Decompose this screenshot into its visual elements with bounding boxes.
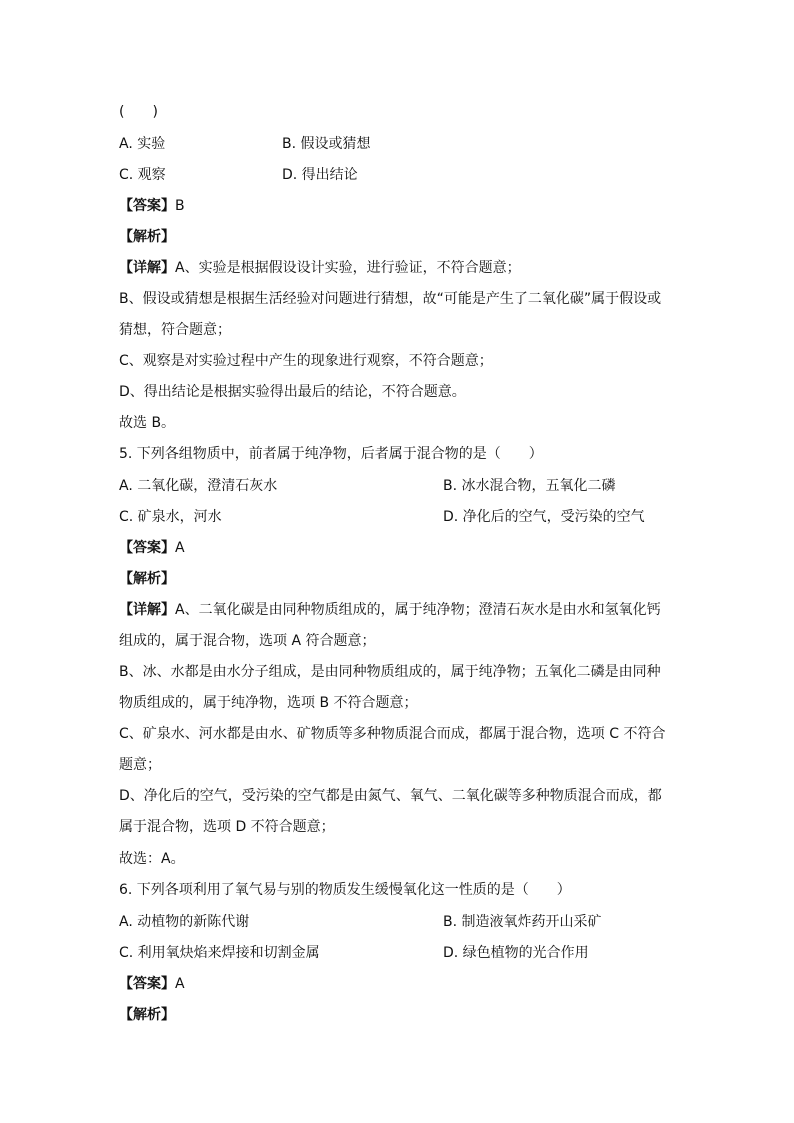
q4-answer <box>119 196 185 216</box>
q6-analysis-label: 【解析】 <box>119 1007 175 1023</box>
q5-analysis-label: 【解析】 <box>119 571 175 587</box>
q6-stem: 6. 下列各项利用了氧气易与别的物质发生缓慢氧化这一性质的是（ ） <box>119 882 571 898</box>
answer-value: A <box>175 540 185 556</box>
q5-detail-line-4: 物质组成的，属于纯净物，选项 B 不符合题意； <box>119 695 418 711</box>
q5-answer <box>119 538 185 558</box>
q5-detail-line-6: 题意； <box>119 757 161 773</box>
q5-option-d: D. 净化后的空气，受污染的空气 <box>443 509 645 525</box>
q4-choose: 故选 B。 <box>119 415 176 431</box>
detail-text: A、实验是根据假设设计实验，进行验证，不符合题意； <box>175 260 521 276</box>
q4-detail-line-5: D、得出结论是根据实验得出最后的结论，不符合题意。 <box>119 384 466 400</box>
q6-option-d: D. 绿色植物的光合作用 <box>443 945 589 961</box>
answer-label: 【答案】 <box>119 198 175 214</box>
q5-detail-line-7: D、净化后的空气，受污染的空气都是由氮气、氧气、二氧化碳等多种物质混合而成，都 <box>119 788 662 804</box>
q5-option-b: B. 冰水混合物，五氧化二磷 <box>443 478 616 494</box>
detail-label: 【详解】 <box>119 260 175 276</box>
q5-detail-line-5: C、矿泉水、河水都是由水、矿物质等多种物质混合而成，都属于混合物，选项 C 不符合 <box>119 726 666 742</box>
q6-option-b: B. 制造液氧炸药开山采矿 <box>443 914 602 930</box>
answer-value: A <box>175 976 185 992</box>
answer-label: 【答案】 <box>119 540 175 556</box>
q5-detail-line-8: 属于混合物，选项 D 不符合题意； <box>119 819 335 835</box>
q5-option-c: C. 矿泉水，河水 <box>119 509 222 525</box>
q5-option-a: A. 二氧化碳，澄清石灰水 <box>119 478 278 494</box>
detail-label: 【详解】 <box>119 602 175 618</box>
q4-detail-line-2: B、假设或猜想是根据生活经验对问题进行猜想，故“可能是产生了二氧化碳”属于假设或 <box>119 291 662 307</box>
q6-answer <box>119 974 185 994</box>
q4-option-a: A. 实验 <box>119 136 166 152</box>
q4-option-c: C. 观察 <box>119 167 166 183</box>
detail-text: A、二氧化碳是由同种物质组成的，属于纯净物；澄清石灰水是由水和氢氧化钙 <box>175 602 661 618</box>
q4-paren: ( ) <box>119 104 158 120</box>
q4-option-b: B. 假设或猜想 <box>282 136 371 152</box>
q4-detail-line-3: 猜想，符合题意； <box>119 322 231 338</box>
answer-value: B <box>175 198 185 214</box>
q4-option-d: D. 得出结论 <box>282 167 358 183</box>
q5-stem: 5. 下列各组物质中，前者属于纯净物，后者属于混合物的是（ ） <box>119 446 543 462</box>
q6-option-a: A. 动植物的新陈代谢 <box>119 914 250 930</box>
q5-choose: 故选：A。 <box>119 851 185 867</box>
q4-detail-line-4: C、观察是对实验过程中产生的现象进行观察，不符合题意； <box>119 353 493 369</box>
q5-detail-line-3: B、冰、水都是由水分子组成，是由同种物质组成的，属于纯净物；五氧化二磷是由同种 <box>119 664 661 680</box>
q6-option-c: C. 利用氧炔焰来焊接和切割金属 <box>119 945 320 961</box>
q4-analysis-label: 【解析】 <box>119 229 175 245</box>
q5-detail-line-2: 组成的，属于混合物，选项 A 符合题意； <box>119 633 376 649</box>
answer-label: 【答案】 <box>119 976 175 992</box>
q5-detail-line-1 <box>119 600 661 620</box>
q4-detail-line-1 <box>119 258 521 278</box>
